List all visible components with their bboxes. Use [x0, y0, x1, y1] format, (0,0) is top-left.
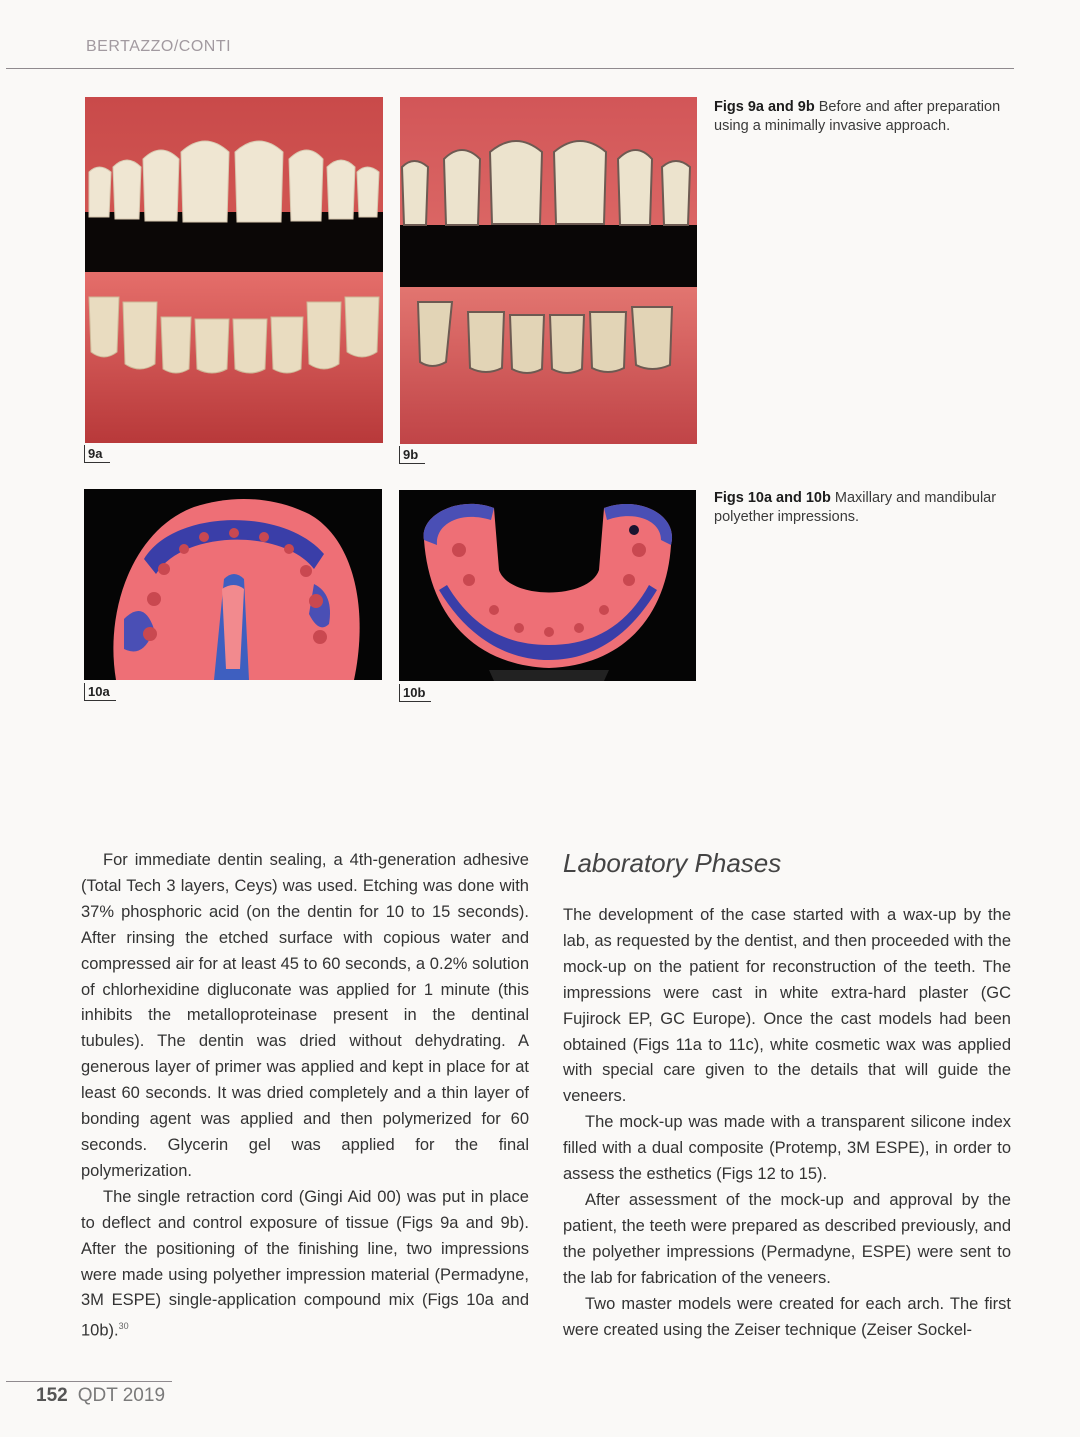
figure-9b-photo [400, 97, 697, 444]
caption-9-text: Before and after preparation using a minimally invasive approach. [714, 99, 1001, 134]
body-paragraph-with-ref [81, 1185, 529, 1345]
figure-10a-photo [84, 489, 382, 680]
left-column [81, 848, 529, 1345]
body-paragraph: The mock-up was made with a transparent silicone index filled with a dual composite (Protemp, 3M ESPE), in order to assess the esthetics (Figs 12 to 15). [563, 1113, 1011, 1184]
page-folio [36, 1385, 165, 1407]
running-head: BERTAZZO/CONTI [86, 38, 232, 55]
caption-10-lead: Figs 10a and 10b [714, 490, 831, 506]
right-column [563, 903, 1011, 1343]
body-paragraph: Two master models were created for each arch. The first were created using the Zeiser technique (Zeiser Sockel- [563, 1294, 1011, 1339]
section-heading: Laboratory Phases [563, 848, 782, 878]
body-paragraph: After assessment of the mock-up and approval by the patient, the teeth were prepared as described previously, and the polyether impressions (Permadyne, ESPE) were sent to the lab for fabrication of the veneers. [563, 1190, 1011, 1287]
caption-9-lead: Figs 9a and 9b [714, 99, 815, 115]
body-paragraph: The development of the case started with a wax-up by the lab, as requested by the dentist, and then proceeded with the mock-up on the patient for reconstruction of the teeth. The impressions were cast in white extra-hard plaster (GC Fujirock EP, GC Europe). Once the cast models had been obtained (Figs 11a to 11c), white cosmetic wax was applied with special care given to the details that will guide the veneers. [563, 906, 1011, 1106]
journal-name: QDT 2019 [77, 1385, 166, 1406]
body-paragraph: For immediate dentin sealing, a 4th-generation adhesive (Total Tech 3 layers, Ceys) was used. Etching was done with 37% phosphoric acid (on the dentin for 10 to 15 seconds). After rinsing the etched surface with copious water and compressed air for at least 45 to 60 seconds, a 0.2% solution of chlorhexidine digluconate was applied for 1 minute (this inhibits the metalloproteinase present in the dentinal tubules). The dentin was dried without dehydrating. A generous layer of primer was applied and kept in place for at least 60 seconds. It was dried completely and a thin layer of bonding agent was applied and then polymerized for 60 seconds. Glycerin gel was applied for the final polymerization. [81, 851, 529, 1180]
header-rule [6, 68, 1014, 69]
figure-10b-label: 10b [399, 684, 431, 702]
citation-ref: 30 [118, 1321, 129, 1332]
body-paragraph-text: The single retraction cord (Gingi Aid 00) was put in place to deflect and control exposure of tissue (Figs 9a and 9b). After the positioning of the finishing line, two impressions were made using polyether impression material (Permadyne, 3M ESPE) single-application compound mix (Figs 10a and 10b). [81, 1187, 529, 1340]
figure-9a-photo [85, 97, 383, 443]
page-number: 152 [36, 1385, 68, 1406]
caption-figs-9 [714, 98, 1004, 136]
figure-10a-label: 10a [84, 683, 116, 701]
footer-rule [6, 1381, 172, 1382]
figure-9b-label: 9b [399, 446, 425, 464]
figure-9a-label: 9a [84, 445, 110, 463]
caption-10-text: Maxillary and mandibular polyether impressions. [714, 490, 997, 525]
figure-10b-photo [399, 490, 696, 681]
caption-figs-10 [714, 489, 1004, 527]
